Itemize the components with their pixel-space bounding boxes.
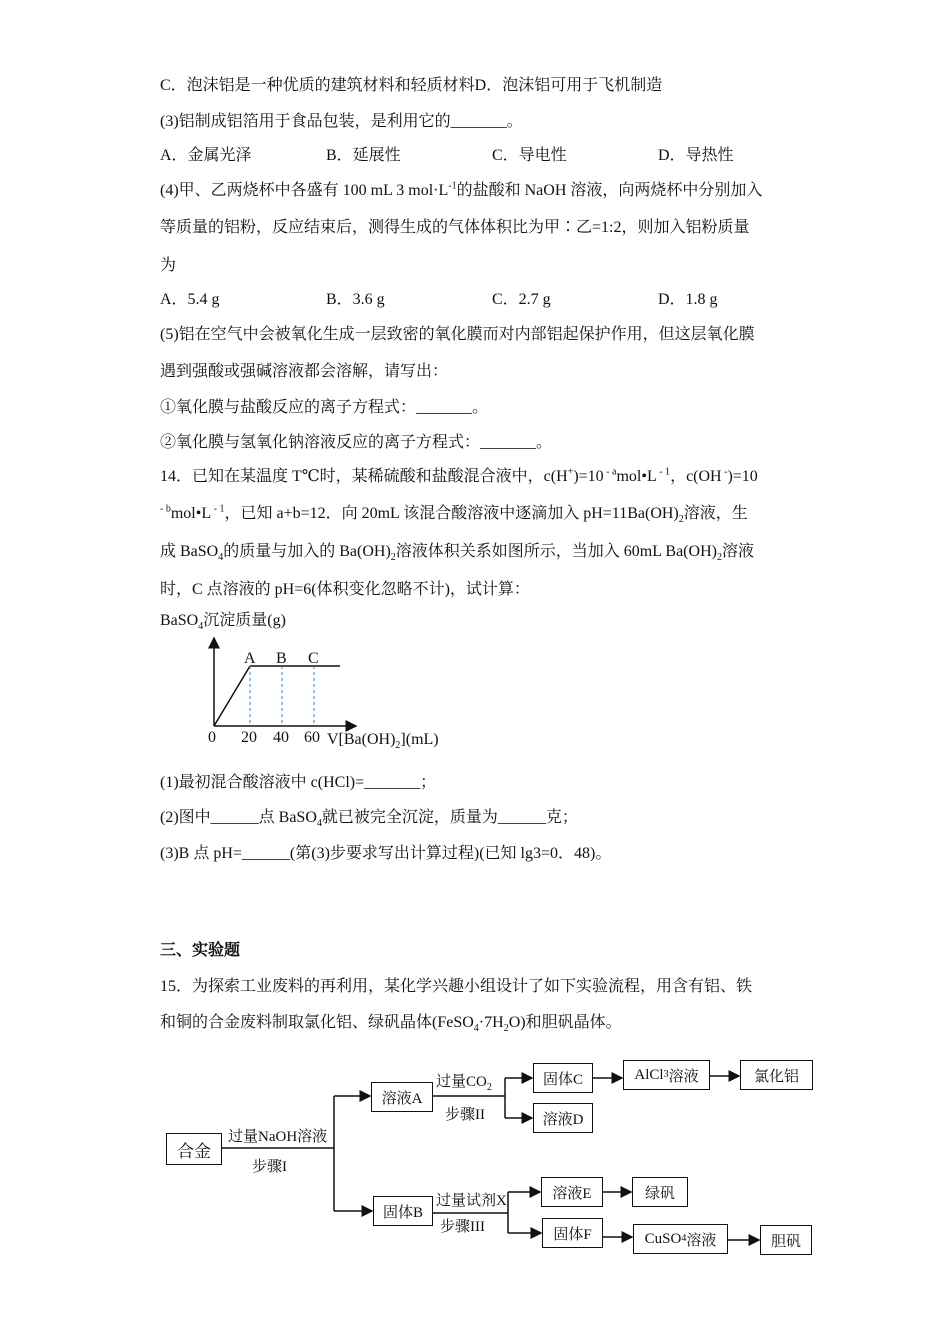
sub: 4 xyxy=(198,621,204,633)
flow-step1-reagent: 过量NaOH溶液 xyxy=(228,1129,328,1145)
text: (4)甲、乙两烧杯中各盛有 100 mL 3 mol·L xyxy=(160,182,449,199)
text: V[Ba(OH) xyxy=(327,731,396,748)
flow-box-alcl3-solution: AlCl 3 溶液 xyxy=(623,1060,710,1090)
graph-xtick-20: 20 xyxy=(241,729,257,746)
sub: 2 xyxy=(390,552,396,564)
text: 和铜的合金废料制取氯化铝、绿矾晶体(FeSO xyxy=(160,1014,474,1031)
text: 溶液，生 xyxy=(683,505,748,522)
q14-sub2 xyxy=(160,808,578,828)
flow-box-blue-vitriol: 胆矾 xyxy=(760,1225,812,1255)
text: AlCl xyxy=(634,1066,664,1083)
q4-option-c: C．2.7 g xyxy=(492,291,551,308)
q13-part5-line1: (5)铝在空气中会被氧化生成一层致密的氧化膜而对内部铝起保护作用，但这层氧化膜 xyxy=(160,326,755,343)
graph-xlabel xyxy=(327,731,439,752)
text: 沉淀质量(g) xyxy=(203,612,286,629)
text: 过量CO xyxy=(436,1074,487,1090)
sup: - 1 xyxy=(211,503,225,515)
text: (2)图中______点 BaSO xyxy=(160,809,317,826)
q14-sub1: (1)最初混合酸溶液中 c(HCl)=_______； xyxy=(160,774,437,791)
text: )=10 xyxy=(573,468,604,485)
text: 的质量与加入的 Ba(OH) xyxy=(223,543,391,560)
sup: - b xyxy=(160,503,171,515)
flow-step3-label: 步骤III xyxy=(440,1219,485,1235)
q4-option-b: B．3.6 g xyxy=(326,291,385,308)
q3-option-d: D．导热性 xyxy=(658,147,734,164)
sup: + xyxy=(567,466,574,478)
flow-step2-reagent xyxy=(436,1073,492,1091)
q3-option-a: A．金属光泽 xyxy=(160,147,252,164)
sup: - a xyxy=(603,466,617,478)
flow-box-solid-f: 固体F xyxy=(542,1218,603,1248)
text: BaSO xyxy=(160,612,199,629)
q3-option-b: B．延展性 xyxy=(326,147,401,164)
sup: - 1 xyxy=(656,466,671,478)
q4-option-d: D．1.8 g xyxy=(658,291,718,308)
text: ·7H xyxy=(478,1014,504,1031)
q13-part5-sub1: ①氧化膜与盐酸反应的离子方程式：_______。 xyxy=(160,399,489,416)
flow-box-alloy: 合金 xyxy=(166,1133,222,1165)
graph-xtick-40: 40 xyxy=(273,729,289,746)
q13-option-c-d: C．泡沫铝是一种优质的建筑材料和轻质材料D．泡沫铝可用于飞机制造 xyxy=(160,77,663,94)
section-heading-experiment: 三、实验题 xyxy=(160,942,241,959)
q13-part4-line3: 为 xyxy=(160,257,177,274)
text: O)和胆矾晶体。 xyxy=(508,1014,622,1031)
flow-box-cuso4-solution: CuSO 4 溶液 xyxy=(633,1224,728,1254)
flow-step1-label: 步骤I xyxy=(252,1159,287,1175)
graph-point-b: B xyxy=(276,650,287,667)
text: mol•L xyxy=(616,468,657,485)
flow-box-aluminum-chloride: 氯化铝 xyxy=(740,1060,813,1090)
q15-line2 xyxy=(160,1013,622,1033)
q15-line1: 15．为探索工业废料的再利用，某化学兴趣小组设计了如下实验流程，用含有铝、铁 xyxy=(160,978,753,995)
flow-box-green-vitriol: 绿矾 xyxy=(632,1177,688,1207)
flow-box-solid-c: 固体C xyxy=(533,1063,593,1093)
flow-box-solution-e: 溶液E xyxy=(541,1177,603,1207)
text: ](mL) xyxy=(400,731,439,748)
sup: - xyxy=(721,466,728,478)
graph-origin: 0 xyxy=(208,729,216,746)
graph-point-a: A xyxy=(244,650,256,667)
q4-option-a: A．5.4 g xyxy=(160,291,220,308)
graph-point-c: C xyxy=(308,650,319,667)
q14-line4: 时，C 点溶液的 pH=6(体积变化忽略不计)，试计算： xyxy=(160,581,530,598)
sub: 2 xyxy=(486,1082,492,1093)
flow-box-solid-b: 固体B xyxy=(373,1196,433,1226)
q13-part3: (3)铝制成铝箔用于食品包装，是利用它的_______。 xyxy=(160,113,523,130)
sub: 4 xyxy=(473,1023,479,1035)
text: 溶液体积关系如图所示，当加入 60mL Ba(OH) xyxy=(395,543,717,560)
graph-xtick-60: 60 xyxy=(304,729,320,746)
text: 溶液 xyxy=(686,1232,717,1249)
sub: 2 xyxy=(678,514,684,526)
sub: 2 xyxy=(716,552,722,564)
sup: -1 xyxy=(448,180,457,192)
sub: 2 xyxy=(395,740,401,752)
text: 溶液 xyxy=(721,543,754,560)
text: 就已被完全沉淀，质量为______克； xyxy=(321,809,578,826)
text: CuSO xyxy=(644,1230,682,1247)
text: ，已知 a+b=12．向 20mL 该混合酸溶液中逐滴加入 pH=11Ba(OH) xyxy=(224,505,679,522)
sub: 4 xyxy=(316,818,322,830)
q3-option-c: C．导电性 xyxy=(492,147,567,164)
q14-sub3: (3)B 点 pH=______(第(3)步要求写出计算过程)(已知 lg3=0．48)。 xyxy=(160,845,612,862)
text: )=10 xyxy=(727,468,758,485)
flow-step3-reagent: 过量试剂X xyxy=(436,1193,507,1209)
text: mol•L xyxy=(170,505,212,522)
text: 的盐酸和 NaOH 溶液，向两烧杯中分别加入 xyxy=(456,182,763,199)
flow-step2-label: 步骤II xyxy=(445,1107,485,1123)
flow-box-solution-a: 溶液A xyxy=(371,1082,433,1112)
sub: 2 xyxy=(503,1023,509,1035)
q13-part4-line2: 等质量的铝粉，反应结束后，测得生成的气体体积比为甲∶乙=1:2，则加入铝粉质量 xyxy=(160,219,750,236)
text: 成 BaSO xyxy=(160,543,219,560)
sub: 4 xyxy=(218,552,224,564)
text: ，c(OH xyxy=(670,468,722,485)
text: 溶液 xyxy=(668,1068,699,1085)
text: 14．已知在某温度 T℃时，某稀硫酸和盐酸混合液中，c(H xyxy=(160,468,568,485)
q13-part5-sub2: ②氧化膜与氢氧化钠溶液反应的离子方程式：_______。 xyxy=(160,434,553,451)
q13-part5-line2: 遇到强酸或强碱溶液都会溶解，请写出： xyxy=(160,363,449,380)
flowchart-lines xyxy=(222,1076,759,1240)
graph-rise-line xyxy=(214,666,250,726)
flow-box-solution-d: 溶液D xyxy=(533,1103,593,1133)
